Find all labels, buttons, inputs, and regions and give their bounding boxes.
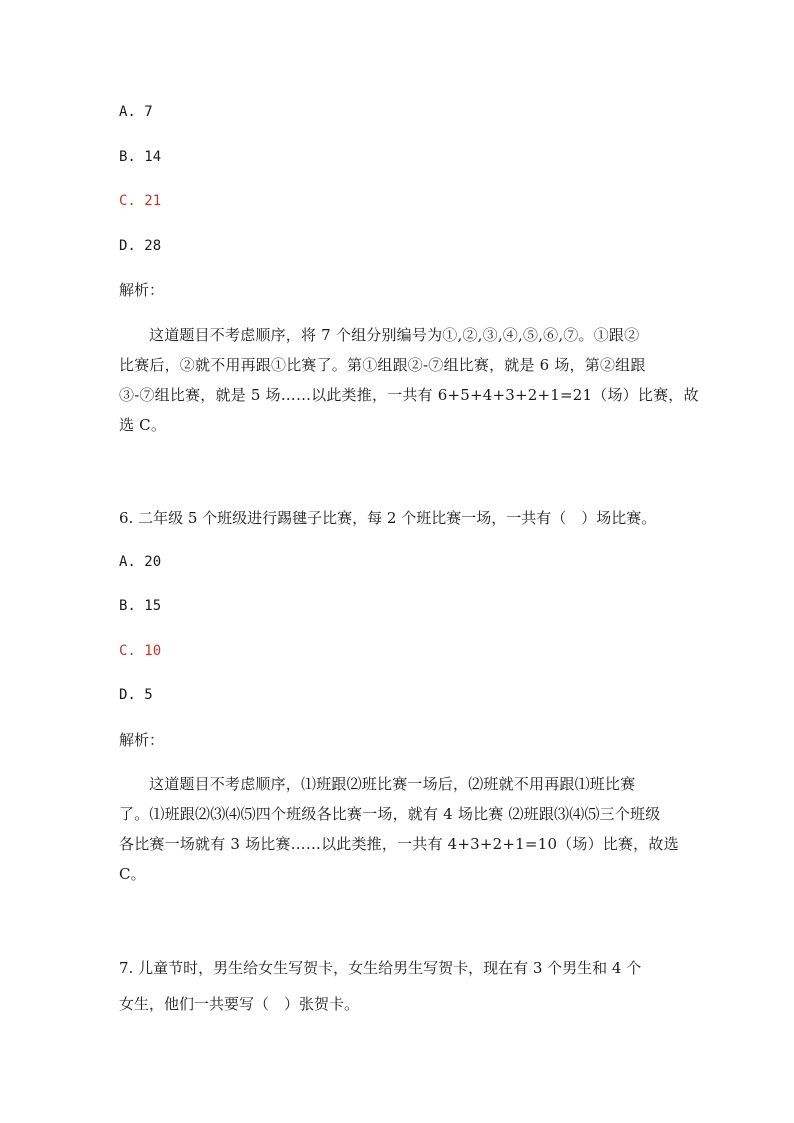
q5-analysis-text: [119, 320, 704, 440]
q6-analysis-label: 解析：: [119, 731, 165, 749]
q6-analysis-text: [119, 769, 704, 889]
q6-option-d: D. 5: [119, 687, 153, 703]
q5-analysis-line: 比赛后，②就不用再跟①比赛了。第①组跟②-⑦组比赛，就是 6 场，第②组跟: [119, 356, 646, 374]
q5-option-b: B. 14: [119, 149, 162, 165]
q7-question-line: 女生，他们一共要写（ ）张贺卡。: [119, 995, 360, 1013]
q6-option-a: A. 20: [119, 554, 162, 570]
q5-option-d: D. 28: [119, 238, 162, 254]
q5-analysis-label: 解析：: [119, 281, 165, 299]
q6-option-b: B. 15: [119, 598, 162, 614]
q5-analysis-line: ③-⑦组比赛，就是 5 场……以此类推，一共有 6+5+4+3+2+1=21（场）比赛，故: [119, 386, 699, 404]
q6-option-c-correct: C. 10: [119, 643, 162, 659]
q6-question-text: 6. 二年级 5 个班级进行踢毽子比赛，每 2 个班比赛一场，一共有（ ）场比赛。: [119, 509, 657, 527]
q6-question: [119, 500, 704, 536]
q5-option-a: A. 7: [119, 104, 153, 120]
q6-analysis-line: 了。⑴班跟⑵⑶⑷⑸四个班级各比赛一场，就有 4 场比赛 ⑵班跟⑶⑷⑸三个班级: [119, 805, 661, 823]
q5-option-c-correct: C. 21: [119, 193, 162, 209]
q7-question: [119, 950, 704, 1022]
q6-analysis-line: C。: [119, 865, 146, 883]
q5-analysis-line: 这道题目不考虑顺序，将 7 个组分别编号为①,②,③,④,⑤,⑥,⑦。①跟②: [149, 326, 640, 344]
q6-analysis-line: 各比赛一场就有 3 场比赛……以此类推，一共有 4+3+2+1=10（场）比赛，故选: [119, 835, 679, 853]
q5-analysis-line: 选 C。: [119, 416, 167, 434]
q7-question-line: 7. 儿童节时，男生给女生写贺卡，女生给男生写贺卡，现在有 3 个男生和 4 个: [119, 959, 642, 977]
q6-analysis-line: 这道题目不考虑顺序，⑴班跟⑵班比赛一场后，⑵班就不用再跟⑴班比赛: [149, 775, 636, 793]
